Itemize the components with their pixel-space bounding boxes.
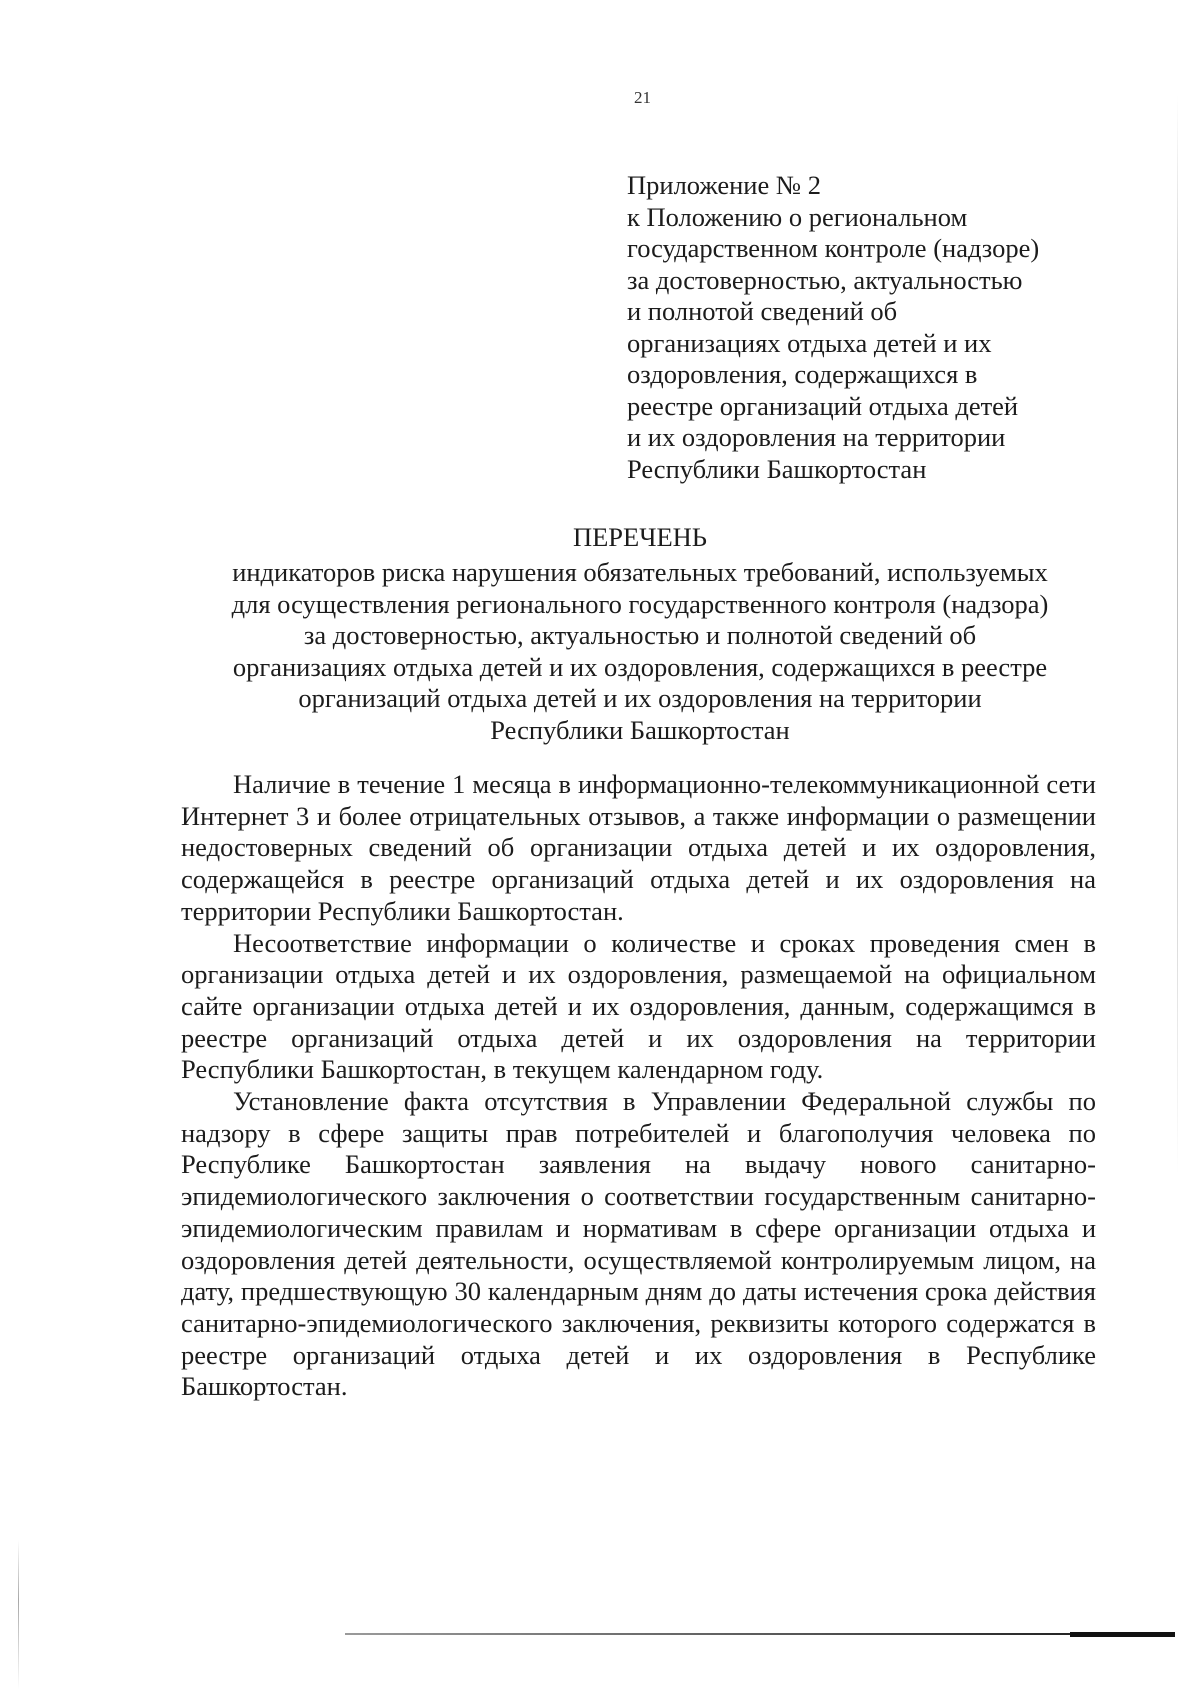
appendix-line: за достоверностью, актуальностью (627, 264, 1023, 295)
paragraph-sanitary-conclusion: Установление факта отсутствия в Управлении Федеральной службы по надзору в сфере защиты прав потребителей и благополучия человека по Республике Башкортостан заявления на выдачу нового санитарно-эпидемиологического заключения о соответствии государственным санитарно-эпидемиологическим правилам и нормативам в сфере организации отдыха и оздоровления детей деятельности, осуществляемой контролируемым лицом, на дату, предшествующую 30 календарным дням до даты истечения срока действия санитарно-эпидемиологического заключения, реквизиты которого содержатся в реестре организаций отдыха детей и их оздоровления в Республике Башкортостан. (181, 1086, 1096, 1402)
subtitle-line: индикаторов риска нарушения обязательных требований, используемых (232, 557, 1048, 587)
appendix-line: к Положению о региональном (627, 201, 968, 232)
page-number: 21 (634, 88, 651, 107)
subtitle-line: организаций отдыха детей и их оздоровления на территории (298, 683, 982, 713)
appendix-line: организациях отдыха детей и их (627, 327, 992, 358)
document-title: ПЕРЕЧЕНЬ (572, 522, 707, 552)
paragraph-negative-reviews: Наличие в течение 1 месяца в информационно-телекоммуникационной сети Интернет 3 и более отрицательных отзывов, а также информации о размещении недостоверных сведений об организации отдыха детей и их оздоровления, содержащейся в реестре организаций отдыха детей и их оздоровления на территории Республики Башкортостан. (181, 769, 1096, 926)
subtitle-line: для осуществления регионального государственного контроля (надзора) (231, 588, 1049, 619)
appendix-header (627, 170, 1097, 485)
footer-rule (345, 1633, 1175, 1635)
subtitle-line: за достоверностью, актуальностью и полнотой сведений об (303, 620, 977, 650)
subtitle-line: организациях отдыха детей и их оздоровления, содержащихся в реестре (232, 651, 1048, 682)
appendix-line: реестре организаций отдыха детей (627, 390, 1019, 421)
appendix-line: Республики Башкортостан (627, 453, 927, 484)
footer-rule-thick (1070, 1632, 1175, 1637)
subtitle-line: Республики Башкортостан (490, 714, 790, 745)
body-text (181, 769, 1096, 1403)
document-subtitle (170, 557, 1110, 746)
appendix-line: оздоровления, содержащихся в (627, 359, 978, 389)
scan-edge-line (18, 1540, 19, 1690)
appendix-line: и их оздоровления на территории (627, 422, 1006, 452)
appendix-line: государственном контроле (надзоре) (627, 233, 1040, 263)
appendix-line: и полнотой сведений об (627, 296, 898, 326)
appendix-line: Приложение № 2 (627, 170, 822, 200)
scan-edge-line (1177, 95, 1178, 1175)
paragraph-shift-mismatch: Несоответствие информации о количестве и сроках проведения смен в организации отдыха детей и их оздоровления, размещаемой на официальном сайте организации отдыха детей и их оздоровления, данным, содержащимся в реестре организаций отдыха детей и их оздоровления на территории Республики Башкортостан, в текущем календарном году. (181, 927, 1096, 1085)
